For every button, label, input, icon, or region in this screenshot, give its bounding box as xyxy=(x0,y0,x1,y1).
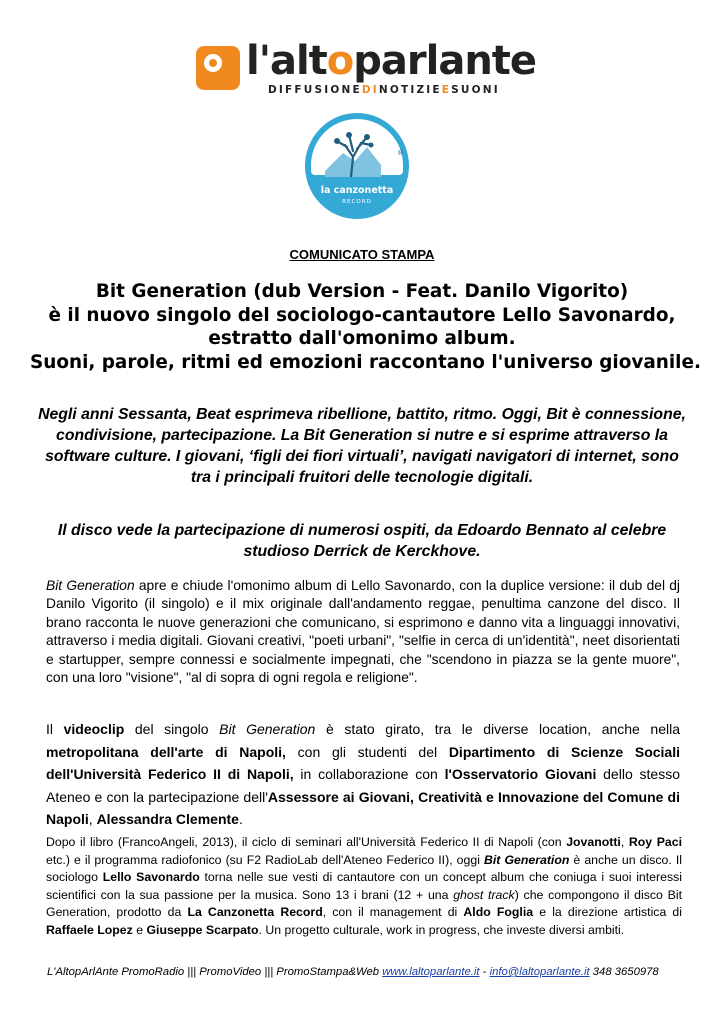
lede-paragraph: Negli anni Sessanta, Beat esprimeva ribellione, battito, ritmo. Oggi, Bit è connessione, condivisione, partecipazione. La Bit Generation si nutre e si esprime attraverso la software culture. I giovani, ‘figli dei fiori virtuali’, navigati navigatori di internet, sono tra i principali fruitori delle tecnologie digitali. xyxy=(38,406,686,486)
tree-icon xyxy=(323,127,383,177)
email-link[interactable]: info@laltoparlante.it xyxy=(489,966,590,978)
press-release-label: COMUNICATO STAMPA xyxy=(289,247,435,262)
website-link[interactable]: www.laltoparlante.it xyxy=(382,966,480,978)
logo-tagline: DIFFUSIONEDINOTIZIEESUONI xyxy=(268,84,500,96)
registered-mark: ® xyxy=(397,149,404,157)
headline-line: Bit Generation (dub Version - Feat. Danilo Vigorito) xyxy=(95,281,629,302)
speaker-icon xyxy=(196,46,240,90)
footer: L'AltopArlAnte PromoRadio ||| PromoVideo ||| PromoStampa&Web www.laltoparlante.it - info@laltoparlante.it 348 3650978 xyxy=(47,966,659,978)
headline xyxy=(30,280,701,374)
la-canzonetta-record-logo xyxy=(305,113,409,219)
headline-line: estratto dall'omonimo album. xyxy=(208,328,516,349)
body-paragraph-3: Dopo il libro (FrancoAngeli, 2013), il ciclo di seminari all'Università Federico II di Napoli (con Jovanotti, Roy Paci etc.) e il programma radiofonico (su F2 RadioLab dell'Ateneo Federico II), oggi Bit Generation è anche un disco. Il sociologo Lello Savonardo torna nelle sue vesti di cantautore con un concept album che coniuga i suoi interessi scientifici con la sua passione per la musica. Sono 13 i brani (12 + una ghost track) che compongono il disco Bit Generation, prodotto da La Canzonetta Record, con il management di Aldo Foglia e la direzione artistica di Raffaele Lopez e Giuseppe Scarpato. Un progetto culturale, work in progress, che investe diversi ambiti. xyxy=(46,835,682,937)
lede-paragraph-2: Il disco vede la partecipazione di numerosi ospiti, da Edoardo Bennato al celebre studioso Derrick de Kerckhove. xyxy=(57,522,667,560)
headline-line: è il nuovo singolo del sociologo-cantautore Lello Savonardo, xyxy=(48,304,676,326)
laltoparlante-logo xyxy=(196,38,537,102)
body-paragraph-1: Bit Generation apre e chiude l'omonimo album di Lello Savonardo, con la duplice versione: il dub del dj Danilo Vigorito (il singolo) e il mix originale dall'andamento reggae, penultima canzone del disco. Il brano racconta le nuove generazioni che comunicano, si esprimono e danno vita a linguaggi innovativi, attraverso i media digitali. Giovani creativi, "poeti urbani", "selfie in cerca di un'identità", neet disorientati e startupper, sempre connessi e socialmente impegnati, che "scendono in piazza se la gente muore", con una loro "visione", "al di sopra di ogni regola e religione". xyxy=(46,578,680,686)
headline-line: Suoni, parole, ritmi ed emozioni raccontano l'universo giovanile. xyxy=(30,351,701,373)
label-name: la canzonetta xyxy=(320,185,394,196)
body-paragraph-2: Il videoclip del singolo Bit Generation è stato girato, tra le diverse location, anche nella metropolitana dell'arte di Napoli, con gli studenti del Dipartimento di Scienze Sociali dell'Università Federico II di Napoli, in collaborazione con l'Osservatorio Giovani dello stesso Ateneo e con la partecipazione dell'Assessore ai Giovani, Creatività e Innovazione del Comune di Napoli, Alessandra Clemente. xyxy=(46,721,681,827)
label-sub: RECORD xyxy=(342,199,372,205)
logo-wordmark: l'altoparlante xyxy=(246,38,537,84)
